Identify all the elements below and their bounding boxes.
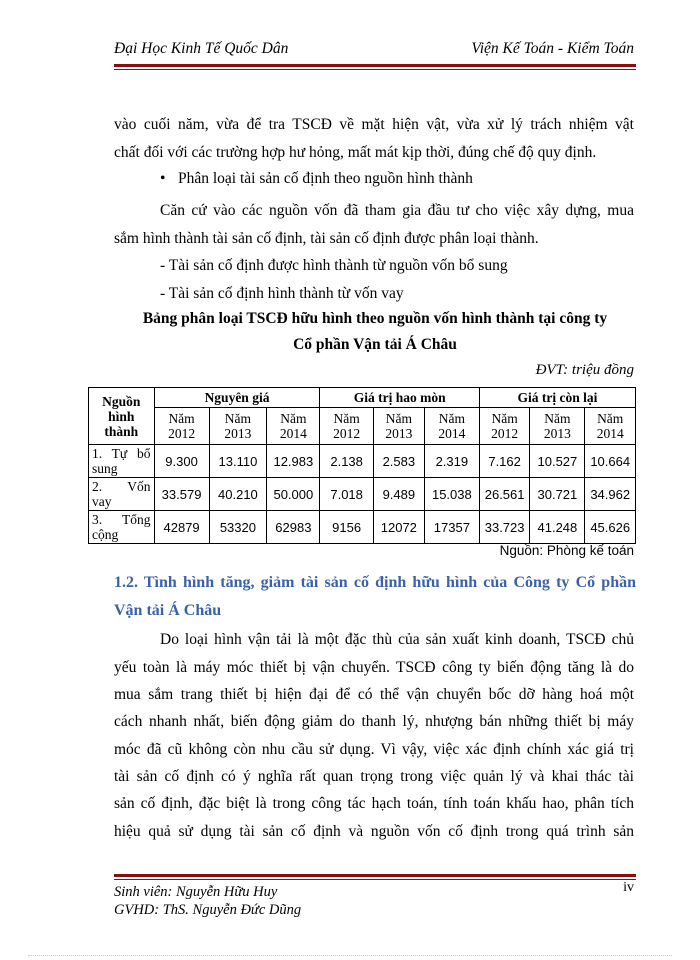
paragraph-line: vào cuối năm, vừa để tra TSCĐ về mặt hiện vật, vừa xử lý trách nhiệm vật — [114, 116, 634, 133]
bullet-text: Phân loại tài sản cố định theo nguồn hình thành — [178, 170, 473, 187]
table-cell: 9.489 — [373, 478, 424, 511]
table-cell: 12.983 — [267, 445, 320, 478]
paragraph-line: chất đối với các trường hợp hư hỏng, mất mát kịp thời, đúng chế độ quy định. — [114, 144, 597, 161]
section-heading — [114, 569, 636, 625]
paragraph-line: sắm hình thành tài sản cố định, tài sản cố định được phân loại thành. — [114, 230, 539, 247]
table-cell: 33.723 — [479, 511, 530, 544]
table-cell: 7.162 — [479, 445, 530, 478]
year-header: Năm 2013 — [530, 408, 585, 445]
page-number: iv — [623, 880, 634, 895]
bullet-dot-icon: • — [160, 170, 166, 187]
list-dash-item: - Tài sản cố định được hình thành từ nguồn vốn bổ sung — [160, 257, 508, 274]
section-heading-line: Vận tải Á Châu — [114, 602, 222, 619]
paragraph-line: móc đã cũ không còn nhu cầu sử dụng. Vì vậy, việc xác định chính xác giá trị — [114, 741, 634, 758]
table-source-note: Nguồn: Phòng kế toán — [499, 543, 634, 558]
header-school: Đại Học Kinh Tế Quốc Dân — [114, 40, 289, 57]
table-caption-2: Cổ phần Vận tải Á Châu — [293, 336, 457, 353]
table-cell: 2.319 — [424, 445, 479, 478]
table-header-row — [89, 388, 636, 408]
group-header: Nguyên giá — [154, 388, 320, 408]
table-cell: 42879 — [154, 511, 209, 544]
table-cell: 53320 — [209, 511, 267, 544]
header-rule-thin — [114, 69, 636, 70]
source-header: Nguồn hình thành — [89, 388, 155, 445]
year-header: Năm 2013 — [373, 408, 424, 445]
table-cell: 40.210 — [209, 478, 267, 511]
table-cell: 45.626 — [585, 511, 636, 544]
table-cell: 30.721 — [530, 478, 585, 511]
paragraph-line: cách nhanh nhất, biến động giảm do thanh lý, nhượng bán những thiết bị máy — [114, 713, 634, 730]
table-year-row — [89, 408, 636, 445]
table-cell: 2.583 — [373, 445, 424, 478]
header-institute: Viện Kế Toán - Kiểm Toán — [471, 40, 634, 57]
row-label: 2. Vốn vay — [89, 478, 155, 511]
year-header: Năm 2014 — [585, 408, 636, 445]
table-cell: 10.664 — [585, 445, 636, 478]
page-edge-divider — [28, 955, 672, 956]
table-cell: 9156 — [320, 511, 373, 544]
table-cell: 41.248 — [530, 511, 585, 544]
footer-advisor: GVHD: ThS. Nguyễn Đức Dũng — [114, 902, 302, 918]
table-caption: Bảng phân loại TSCĐ hữu hình theo nguồn vốn hình thành tại công ty — [142, 310, 608, 327]
paragraph-line: Căn cứ vào các nguồn vốn đã tham gia đầu tư cho việc xây dựng, mua — [160, 202, 634, 219]
table-cell: 9.300 — [154, 445, 209, 478]
table-cell: 13.110 — [209, 445, 267, 478]
paragraph-line: sản cố định, đặc biệt là trong công tác hạch toán, tính toán khấu hao, phân tích — [114, 795, 634, 812]
paragraph-line: hiệu quả sử dụng tài sản cố định và nguồn vốn cố định trong quá trình sản — [114, 823, 634, 840]
table-cell: 50.000 — [267, 478, 320, 511]
year-header: Năm 2012 — [479, 408, 530, 445]
section-heading-line: 1.2. Tình hình tăng, giảm tài sản cố định hữu hình của Công ty Cổ phần — [114, 574, 636, 591]
row-label: 3. Tổng cộng — [89, 511, 155, 544]
paragraph-line: yếu toàn là máy móc thiết bị vận chuyển. TSCĐ công ty biến động tăng là do — [114, 659, 634, 676]
asset-table — [88, 387, 636, 544]
footer-student: Sinh viên: Nguyễn Hữu Huy — [114, 884, 278, 900]
year-header: Năm 2014 — [267, 408, 320, 445]
table-cell: 62983 — [267, 511, 320, 544]
list-dash-item: - Tài sản cố định hình thành từ vốn vay — [160, 285, 404, 302]
table-cell: 34.962 — [585, 478, 636, 511]
paragraph-line: tài sản cố định có ý nghĩa rất quan trọng trong việc quản lý và khai thác tài — [114, 768, 634, 785]
table-row — [89, 511, 636, 544]
group-header: Giá trị còn lại — [479, 388, 635, 408]
footer-rule-thick — [114, 874, 636, 877]
table-cell: 7.018 — [320, 478, 373, 511]
year-header: Năm 2012 — [320, 408, 373, 445]
table-cell: 15.038 — [424, 478, 479, 511]
unit-label: ĐVT: triệu đồng — [535, 362, 634, 378]
table-cell: 26.561 — [479, 478, 530, 511]
table-cell: 17357 — [424, 511, 479, 544]
header-rule-thick — [114, 64, 636, 67]
table-cell: 2.138 — [320, 445, 373, 478]
table-cell: 10.527 — [530, 445, 585, 478]
year-header: Năm 2013 — [209, 408, 267, 445]
row-label: 1. Tự bổ sung — [89, 445, 155, 478]
bullet-item — [160, 170, 473, 188]
year-header: Năm 2012 — [154, 408, 209, 445]
paragraph-line: mua sắm trang thiết bị hiện đại để có thể vận chuyển bốc dỡ hàng hoá một — [114, 686, 634, 703]
table-cell: 33.579 — [154, 478, 209, 511]
table-cell: 12072 — [373, 511, 424, 544]
footer-rule-thin — [114, 879, 636, 880]
year-header: Năm 2014 — [424, 408, 479, 445]
table-row — [89, 478, 636, 511]
group-header: Giá trị hao mòn — [320, 388, 479, 408]
paragraph-line: Do loại hình vận tải là một đặc thù của sản xuất kinh doanh, TSCĐ chủ — [160, 631, 634, 648]
table-row — [89, 445, 636, 478]
